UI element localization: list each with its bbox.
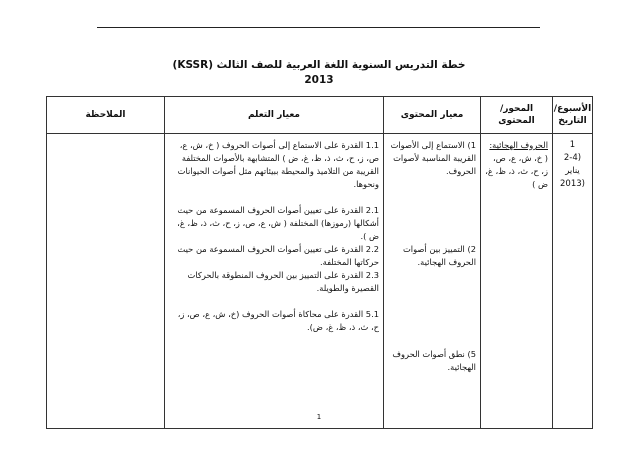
learning-standard-item: 2.3 القدرة على التمييز بين الحروف المنطوقة بالحركات القصيرة والطويلة. bbox=[187, 270, 379, 293]
cell-content-standard bbox=[384, 134, 481, 429]
table-header-row bbox=[47, 97, 593, 134]
top-rule bbox=[97, 27, 540, 28]
week-dates: (2-4 bbox=[563, 153, 582, 163]
notes-text bbox=[47, 134, 164, 139]
header-learning-standard: معيار التعلم bbox=[165, 97, 384, 134]
cell-notes bbox=[47, 134, 165, 429]
header-notes: الملاحظة bbox=[47, 97, 165, 134]
content-standard-item: 1) الاستماع إلى الأصوات القريبة المناسبة لأصوات الحروف. bbox=[390, 140, 476, 176]
table-row bbox=[47, 134, 593, 429]
content-standard-item: 5) نطق أصوات الحروف الهجائية. bbox=[392, 349, 476, 372]
header-content-standard: معيار المحتوى bbox=[384, 97, 481, 134]
page-number: 1 bbox=[316, 413, 322, 421]
learning-standard-item: 2.1 القدرة على تعيين أصوات الحروف المسموعة من حيث أشكالها (رموزها) المختلفة ( ش، ع، ص، ز، ح، ث، ذ، ظ، غ، ض ). bbox=[177, 205, 379, 241]
learning-standard-item: 1.1 القدرة على الاستماع إلى أصوات الحروف ( خ، ش، ع، ص، ز، ح، ث، ذ، ظ، غ، ض ) المتشابهة بالأصوات المختلفة القريبة من التلاميذ والمحيطة ببيئاتهم مثل أصوات الحيوانات ونحوها. bbox=[177, 140, 379, 189]
week-month: يناير bbox=[565, 166, 580, 176]
document-title: خطة التدريس السنوية اللغة العربية للصف الثالث (KSSR) bbox=[172, 59, 466, 71]
topic-letters: ( خ، ش، ع، ص، ز، ح، ث، ذ، ظ، غ، ض ) bbox=[485, 153, 548, 189]
lesson-plan-table bbox=[46, 96, 593, 429]
week-number: 1 bbox=[569, 140, 576, 150]
learning-standard-item: 5.1 القدرة على محاكاة أصوات الحروف (خ، ش، ع، ص، ز، ح، ث، ذ، ظ، غ، ض). bbox=[177, 309, 379, 332]
header-topic: المحور/ المحتوى bbox=[481, 97, 553, 134]
cell-learning-standard bbox=[165, 134, 384, 429]
header-week: الأسبوع/ التاريخ bbox=[553, 97, 593, 134]
content-standard-item: 2) التمييز بين أصوات الحروف الهجائية. bbox=[402, 244, 476, 267]
week-year: (2013 bbox=[560, 179, 585, 189]
cell-week bbox=[553, 134, 593, 429]
cell-topic bbox=[481, 134, 553, 429]
document-year: 2013 bbox=[304, 74, 334, 86]
topic-heading: الحروف الهجائية: bbox=[489, 140, 548, 150]
learning-standard-item: 2.2 القدرة على تعيين أصوات الحروف المسموعة من حيث حركاتها المختلفة. bbox=[177, 244, 379, 267]
